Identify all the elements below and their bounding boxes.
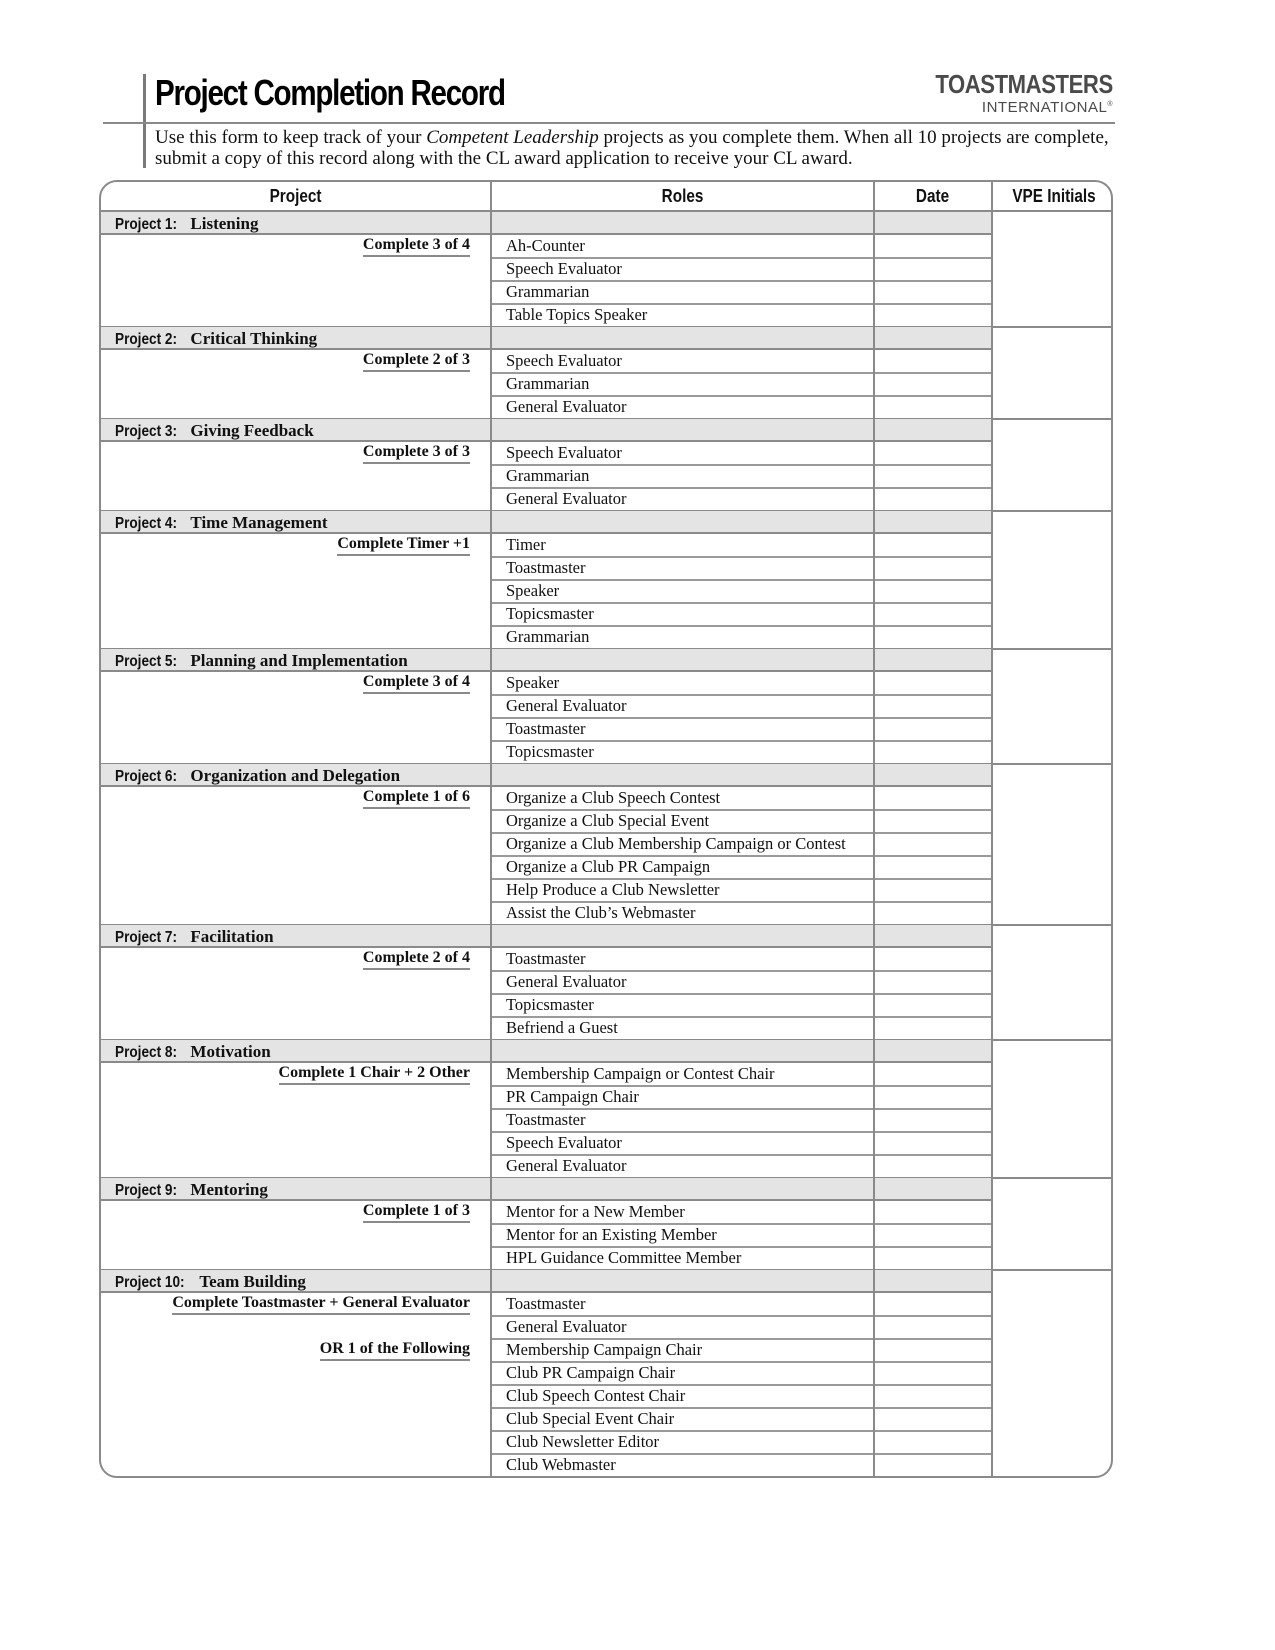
role-label: Club Special Event Chair (506, 1409, 675, 1428)
date-input-cell[interactable] (875, 258, 991, 281)
date-input-cell[interactable] (875, 1431, 991, 1454)
project-name: Motivation (190, 1042, 271, 1061)
date-input-cell[interactable] (875, 856, 991, 879)
requirement-label: Complete 3 of 3 (363, 443, 470, 464)
role-label: Befriend a Guest (506, 1018, 618, 1037)
role-label: Speaker (506, 673, 560, 692)
vpe-initials-cell[interactable] (993, 649, 1113, 764)
requirement-label: Complete 2 of 3 (363, 351, 470, 372)
project-name: Planning and Implementation (190, 651, 408, 670)
vpe-initials-cell[interactable] (993, 1040, 1113, 1178)
project-header-row (101, 925, 991, 948)
date-input-cell[interactable] (875, 557, 991, 580)
role-label: General Evaluator (506, 489, 627, 508)
date-input-cell[interactable] (875, 603, 991, 626)
date-input-cell[interactable] (875, 1155, 991, 1178)
column-divider (873, 327, 875, 419)
date-input-cell[interactable] (875, 1201, 991, 1224)
vpe-initials-cell[interactable] (993, 511, 1113, 649)
project-name: Team Building (199, 1272, 306, 1291)
project-header-row (101, 327, 991, 350)
requirement-label: Complete 3 of 4 (363, 673, 470, 694)
date-input-cell[interactable] (875, 373, 991, 396)
page-title: Project Completion Record (155, 72, 505, 113)
project-header-row (101, 212, 991, 235)
column-divider (873, 1270, 875, 1477)
date-input-cell[interactable] (875, 534, 991, 557)
role-label: Ah-Counter (506, 236, 585, 255)
date-input-cell[interactable] (875, 902, 991, 925)
date-input-cell[interactable] (875, 488, 991, 511)
title-accent-bar (143, 74, 146, 168)
logo-line-1: TOASTMASTERS (935, 69, 1113, 99)
requirement-label: Complete Timer +1 (337, 535, 470, 556)
project-header-row (101, 764, 991, 787)
date-input-cell[interactable] (875, 235, 991, 258)
column-divider (873, 1040, 875, 1178)
role-label: Speaker (506, 581, 560, 600)
vpe-initials-cell[interactable] (993, 764, 1113, 925)
date-input-cell[interactable] (875, 1293, 991, 1316)
requirement-label: Complete 3 of 4 (363, 236, 470, 257)
project-completion-table (99, 180, 1113, 1478)
date-input-cell[interactable] (875, 1362, 991, 1385)
role-label: Speech Evaluator (506, 351, 622, 370)
project-name: Critical Thinking (190, 329, 318, 348)
date-input-cell[interactable] (875, 396, 991, 419)
date-input-cell[interactable] (875, 1086, 991, 1109)
project-header-row (101, 1178, 991, 1201)
project-number: Project 3: (115, 423, 177, 440)
role-label: Toastmaster (506, 1110, 586, 1129)
role-label: Topicsmaster (506, 742, 594, 761)
project-header-row (101, 1040, 991, 1063)
role-label: Club Speech Contest Chair (506, 1386, 686, 1405)
date-input-cell[interactable] (875, 350, 991, 373)
requirement-label: Complete 1 of 6 (363, 788, 470, 809)
column-divider (490, 1040, 492, 1178)
project-name: Listening (190, 214, 259, 233)
role-label: Toastmaster (506, 558, 586, 577)
requirement-label: OR 1 of the Following (320, 1340, 470, 1361)
date-input-cell[interactable] (875, 1385, 991, 1408)
date-input-cell[interactable] (875, 718, 991, 741)
date-input-cell[interactable] (875, 948, 991, 971)
column-header-vpe-label: VPE Initials (1012, 186, 1096, 206)
column-divider (873, 212, 875, 327)
project-number: Project 10: (115, 1274, 185, 1291)
date-input-cell[interactable] (875, 971, 991, 994)
role-label: General Evaluator (506, 696, 627, 715)
date-input-cell[interactable] (875, 1408, 991, 1431)
header-divider (103, 122, 1115, 124)
project-name: Giving Feedback (190, 421, 314, 440)
project-header-row (101, 419, 991, 442)
intro-part-2: projects as you complete them. When all 10 projects are complete, submit a copy of this record along with the CL award application to receive your CL award. (155, 127, 1109, 169)
role-label: General Evaluator (506, 1156, 627, 1175)
column-divider (873, 925, 875, 1040)
date-input-cell[interactable] (875, 833, 991, 856)
role-label: Organize a Club Membership Campaign or Contest (506, 834, 846, 853)
project-title (115, 329, 317, 349)
column-header-project-label: Project (269, 186, 322, 206)
column-divider (873, 649, 875, 764)
project-title (115, 1272, 306, 1292)
project-number: Project 1: (115, 216, 177, 233)
vpe-initials-cell[interactable] (993, 1178, 1113, 1270)
role-label: Help Produce a Club Newsletter (506, 880, 720, 899)
date-input-cell[interactable] (875, 1316, 991, 1339)
project-title (115, 421, 314, 441)
role-label: Speech Evaluator (506, 1133, 622, 1152)
date-input-cell[interactable] (875, 281, 991, 304)
requirement-label: Complete Toastmaster + General Evaluator (172, 1294, 470, 1315)
column-divider (490, 419, 492, 511)
role-label: General Evaluator (506, 972, 627, 991)
project-header-row (101, 1270, 991, 1293)
column-header-project (101, 182, 490, 212)
intro-italic: Competent Leadership (426, 127, 599, 148)
date-input-cell[interactable] (875, 879, 991, 902)
column-header-roles (490, 182, 873, 212)
role-label: Speech Evaluator (506, 443, 622, 462)
column-divider (490, 764, 492, 925)
project-number: Project 4: (115, 515, 177, 532)
role-label: Table Topics Speaker (506, 305, 648, 324)
role-label: Grammarian (506, 466, 590, 485)
column-divider (490, 925, 492, 1040)
role-label: Toastmaster (506, 719, 586, 738)
role-label: Toastmaster (506, 949, 586, 968)
date-input-cell[interactable] (875, 442, 991, 465)
role-label: Club Newsletter Editor (506, 1432, 660, 1451)
requirement-label: Complete 1 of 3 (363, 1202, 470, 1223)
date-input-cell[interactable] (875, 1109, 991, 1132)
date-input-cell[interactable] (875, 810, 991, 833)
column-divider (490, 1270, 492, 1477)
role-label: Assist the Club’s Webmaster (506, 903, 696, 922)
project-title (115, 766, 400, 786)
role-label: Mentor for an Existing Member (506, 1225, 717, 1244)
date-input-cell[interactable] (875, 994, 991, 1017)
role-label: General Evaluator (506, 1317, 627, 1336)
date-input-cell[interactable] (875, 1339, 991, 1362)
role-label: Timer (506, 535, 546, 554)
role-label: Mentor for a New Member (506, 1202, 685, 1221)
column-divider (873, 419, 875, 511)
date-input-cell[interactable] (875, 1247, 991, 1270)
date-input-cell[interactable] (875, 1063, 991, 1086)
date-input-cell[interactable] (875, 1017, 991, 1040)
project-name: Time Management (190, 513, 328, 532)
role-label: Membership Campaign Chair (506, 1340, 703, 1359)
project-number: Project 7: (115, 929, 177, 946)
requirement-label: Complete 2 of 4 (363, 949, 470, 970)
date-input-cell[interactable] (875, 787, 991, 810)
project-number: Project 2: (115, 331, 177, 348)
role-label: Topicsmaster (506, 995, 594, 1014)
column-divider (873, 764, 875, 925)
date-input-cell[interactable] (875, 465, 991, 488)
project-number: Project 9: (115, 1182, 177, 1199)
role-label: Grammarian (506, 627, 590, 646)
role-label: Membership Campaign or Contest Chair (506, 1064, 775, 1083)
column-divider (873, 1178, 875, 1270)
registered-mark: ® (1107, 101, 1113, 108)
project-number: Project 8: (115, 1044, 177, 1061)
vpe-initials-cell[interactable] (993, 419, 1113, 511)
role-label: Speech Evaluator (506, 259, 622, 278)
column-divider (490, 511, 492, 649)
date-input-cell[interactable] (875, 304, 991, 327)
date-input-cell[interactable] (875, 626, 991, 649)
date-input-cell[interactable] (875, 672, 991, 695)
vpe-initials-cell[interactable] (993, 327, 1113, 419)
column-header-date (873, 182, 991, 212)
role-label: Organize a Club Special Event (506, 811, 710, 830)
date-input-cell[interactable] (875, 695, 991, 718)
date-input-cell[interactable] (875, 1224, 991, 1247)
project-number: Project 6: (115, 768, 177, 785)
project-title (115, 1180, 268, 1200)
project-title (115, 214, 258, 234)
column-divider (490, 649, 492, 764)
project-number: Project 5: (115, 653, 177, 670)
project-name: Organization and Delegation (190, 766, 401, 785)
project-title (115, 513, 328, 533)
role-label: Topicsmaster (506, 604, 594, 623)
column-divider (490, 327, 492, 419)
role-label: Club PR Campaign Chair (506, 1363, 676, 1382)
vpe-initials-cell[interactable] (993, 1270, 1113, 1477)
intro-text (155, 127, 1115, 169)
role-label: HPL Guidance Committee Member (506, 1248, 742, 1267)
column-header-date-label: Date (916, 186, 950, 206)
toastmasters-logo (904, 70, 1113, 115)
project-title (115, 651, 408, 671)
date-input-cell[interactable] (875, 580, 991, 603)
column-divider (490, 212, 492, 327)
column-divider (873, 511, 875, 649)
vpe-initials-cell[interactable] (993, 212, 1113, 327)
column-divider (490, 1178, 492, 1270)
column-header-roles-label: Roles (661, 186, 704, 206)
project-title (115, 927, 274, 947)
project-header-row (101, 649, 991, 672)
column-header-vpe-initials (991, 182, 1113, 212)
date-input-cell[interactable] (875, 1454, 991, 1477)
intro-part-1: Use this form to keep track of your (155, 127, 427, 148)
vpe-initials-cell[interactable] (993, 925, 1113, 1040)
project-name: Mentoring (190, 1180, 268, 1199)
logo-line-2-text: INTERNATIONAL (981, 99, 1108, 116)
project-header-row (101, 511, 991, 534)
requirement-label: Complete 1 Chair + 2 Other (279, 1064, 470, 1085)
role-label: PR Campaign Chair (506, 1087, 639, 1106)
role-label: Club Webmaster (506, 1455, 616, 1474)
project-title (115, 1042, 271, 1062)
date-input-cell[interactable] (875, 1132, 991, 1155)
role-label: Organize a Club Speech Contest (506, 788, 721, 807)
project-name: Facilitation (190, 927, 274, 946)
date-input-cell[interactable] (875, 741, 991, 764)
role-label: General Evaluator (506, 397, 627, 416)
role-label: Organize a Club PR Campaign (506, 857, 711, 876)
role-label: Toastmaster (506, 1294, 586, 1313)
logo-line-2 (904, 98, 1113, 115)
role-label: Grammarian (506, 374, 590, 393)
role-label: Grammarian (506, 282, 590, 301)
